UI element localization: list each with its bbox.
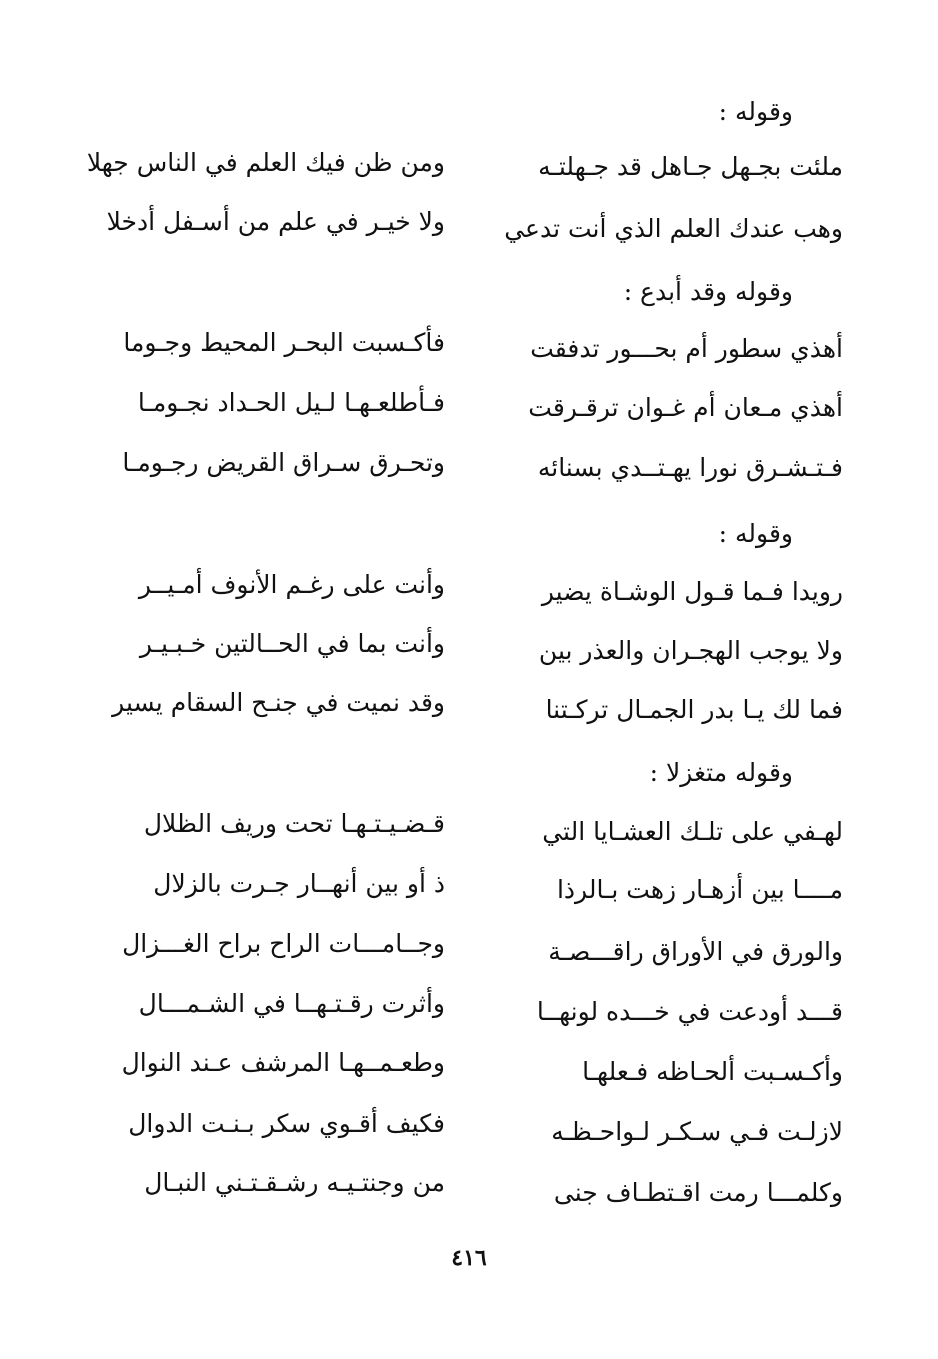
verse-first-hemistich: مــــا بين أزهـار زهت بـالرذا <box>556 875 843 904</box>
poem-intro: وقوله متغزلا : <box>649 758 793 787</box>
verse-second-hemistich: وجــامـــات الراح براح الغـــزال <box>122 929 445 958</box>
verse-first-hemistich: لهـفي على تلـك العشـايا التي <box>542 817 843 846</box>
verse-second-hemistich: وأثرت رقـتـهــا في الشـمـــال <box>138 989 445 1018</box>
verse-first-hemistich: وأكـسـبت ألحـاظه فـعلهـا <box>582 1057 843 1086</box>
verse-second-hemistich: وأنت على رغـم الأنوف أمـيــر <box>138 570 445 599</box>
verse-first-hemistich: ولا يوجب الهجـران والعذر بين <box>538 636 843 665</box>
verse-first-hemistich: فـتـشـرق نورا يهـتــدي بسنائه <box>537 453 843 482</box>
verse-first-hemistich: والورق في الأوراق راقـــصـة <box>548 937 843 966</box>
verse-second-hemistich: قـضـيـتـهـا تحت وريف الظلال <box>143 809 445 838</box>
verse-first-hemistich: قـــد أودعت في خـــده لونهــا <box>536 997 843 1026</box>
verse-second-hemistich: فكيف أقـوي سكر بـنـت الدوال <box>128 1109 445 1138</box>
verse-second-hemistich: ومن ظن فيك العلم في الناس جهلا <box>86 148 445 177</box>
verse-second-hemistich: فأكـسبت البحـر المحيط وجـوما <box>123 328 445 357</box>
verse-first-hemistich: رويدا فـما قـول الوشـاة يضير <box>541 577 843 606</box>
verse-second-hemistich: ذ أو بين أنهــار جـرت بالزلال <box>153 869 445 898</box>
verse-second-hemistich: ولا خيـر في علم من أسـفل أدخلا <box>106 207 445 236</box>
verse-first-hemistich: وكلمـــا رمت اقـتطـاف جنى <box>553 1178 843 1207</box>
verse-first-hemistich: ملئت بجـهل جـاهل قد جـهلتـه <box>538 152 843 181</box>
verse-second-hemistich: وطعـمــهـا المرشف عـند النوال <box>121 1048 445 1077</box>
verse-second-hemistich: وأنت بما في الحــالتين خـبـيـر <box>139 629 445 658</box>
verse-first-hemistich: فما لك يـا بدر الجمـال تركـتنا <box>545 695 843 724</box>
verse-first-hemistich: لازلـت فـي سـكـر لـواحـظـه <box>551 1117 843 1146</box>
verse-first-hemistich: أهذي مـعان أم غـوان ترقـرقت <box>528 393 843 422</box>
verse-second-hemistich: وقد نميت في جنـح السقام يسير <box>112 688 445 717</box>
verse-second-hemistich: وتحـرق سـراق القريض رجـومـا <box>122 448 445 477</box>
poem-intro: وقوله وقد أبدع : <box>623 277 793 306</box>
page-number: ٤١٦ <box>451 1245 487 1271</box>
verse-second-hemistich: من وجنتـيـه رشـقـتـني النبـال <box>144 1168 445 1197</box>
verse-first-hemistich: وهب عندك العلم الذي أنت تدعي <box>504 214 843 243</box>
verse-second-hemistich: فـأطلعـهـا لـيل الحـداد نجـومـا <box>137 388 445 417</box>
verse-first-hemistich: أهذي سطور أم بحـــور تدفقت <box>530 334 843 363</box>
poem-intro: وقوله : <box>718 519 793 548</box>
poem-intro: وقوله : <box>718 97 793 126</box>
